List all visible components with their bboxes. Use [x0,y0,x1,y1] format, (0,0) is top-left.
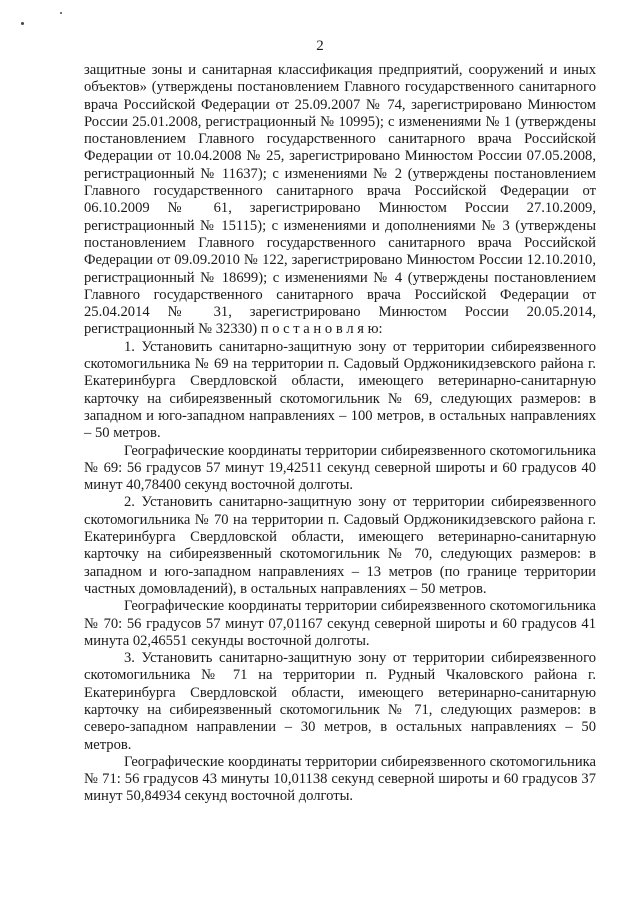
item-2-paragraph: 2. Установить санитарно-защитную зону от территории сибиреязвенного скотомогильника № 70 на территории п. Садовый Орджоникидзевского района г. Екатеринбурга Свердловской области, имеющего ветеринарно-санитарную карточку на сибиреязвенный скотомогильник № 70, следующих размеров: в западном и юго-западном направлениях – 13 метров (по границе территории частных домовладений), в остальных направлениях – 50 метров. [84,494,596,597]
coordinates-2-paragraph: Географические координаты территории сибиреязвенного скотомогильника № 70: 56 градусов 57 минут 07,01167 секунд северной широты и 60 градусов 41 минута 02,46551 секунды восточной долготы. [84,598,596,649]
page-number: 2 [316,38,324,54]
item-1-paragraph: 1. Установить санитарно-защитную зону от территории сибиреязвенного скотомогильника № 69 на территории п. Садовый Орджоникидзевского района г. Екатеринбурга Свердловской области, имеющего ветеринарно-санитарную карточку на сибиреязвенный скотомогильник № 69, следующих размеров: в западном и юго-западном направлениях – 100 метров, в остальных направлениях – 50 метров. [84,338,596,442]
intro-paragraph: защитные зоны и санитарная классификация предприятий, сооружений и иных объектов» (утверждены постановлением Главного государственного санитарного врача Российской Федерации от 25.09.2007 № 74, зарегистрировано Минюстом России 25.01.2008, регистрационный № 10995); с изменениями № 1 (утверждены постановлением Главного государственного санитарного врача Российской Федерации от 10.04.2008 № 25, зарегистрировано Минюстом России 07.05.2008, регистрационный № 11637); с изменениями № 2 (утверждены постановлением Главного государственного санитарного врача Российской Федерации от 06.10.2009 № 61, зарегистрировано Минюстом России 27.10.2009, регистрационный № 15115); с изменениями и дополнениями № 3 (утверждены постановлением Главного государственного санитарного врача Российской Федерации от 09.09.2010 № 122, зарегистрировано Минюстом России 12.10.2010, регистрационный № 18699); с изменениями № 4 (утверждены постановлением Главного государственного санитарного врача Российской Федерации от 25.04.2014 № 31, зарегистрировано Минюстом России 20.05.2014, регистрационный № 32330) п о с т а н о в л я ю: [84,62,596,338]
scan-speck-left [21,22,24,25]
scan-speck-top [60,12,62,14]
document-body [84,62,596,806]
coordinates-3-paragraph: Географические координаты территории сибиреязвенного скотомогильника № 71: 56 градусов 43 минуты 10,01138 секунд северной широты и 60 градусов 37 минут 50,84934 секунд восточной долготы. [84,753,596,805]
coordinates-1-paragraph: Географические координаты территории сибиреязвенного скотомогильника № 69: 56 градусов 57 минут 19,42511 секунд северной широты и 60 градусов 40 минут 40,78400 секунд восточной долготы. [84,442,596,494]
item-3-paragraph: 3. Установить санитарно-защитную зону от территории сибиреязвенного скотомогильника № 71 на территории п. Рудный Чкаловского района г. Екатеринбурга Свердловской области, имеющего ветеринарно-санитарную карточку на сибиреязвенный скотомогильник № 71, следующих размеров: в северо-западном направлении – 30 метров, в остальных направлениях – 50 метров. [84,650,596,753]
